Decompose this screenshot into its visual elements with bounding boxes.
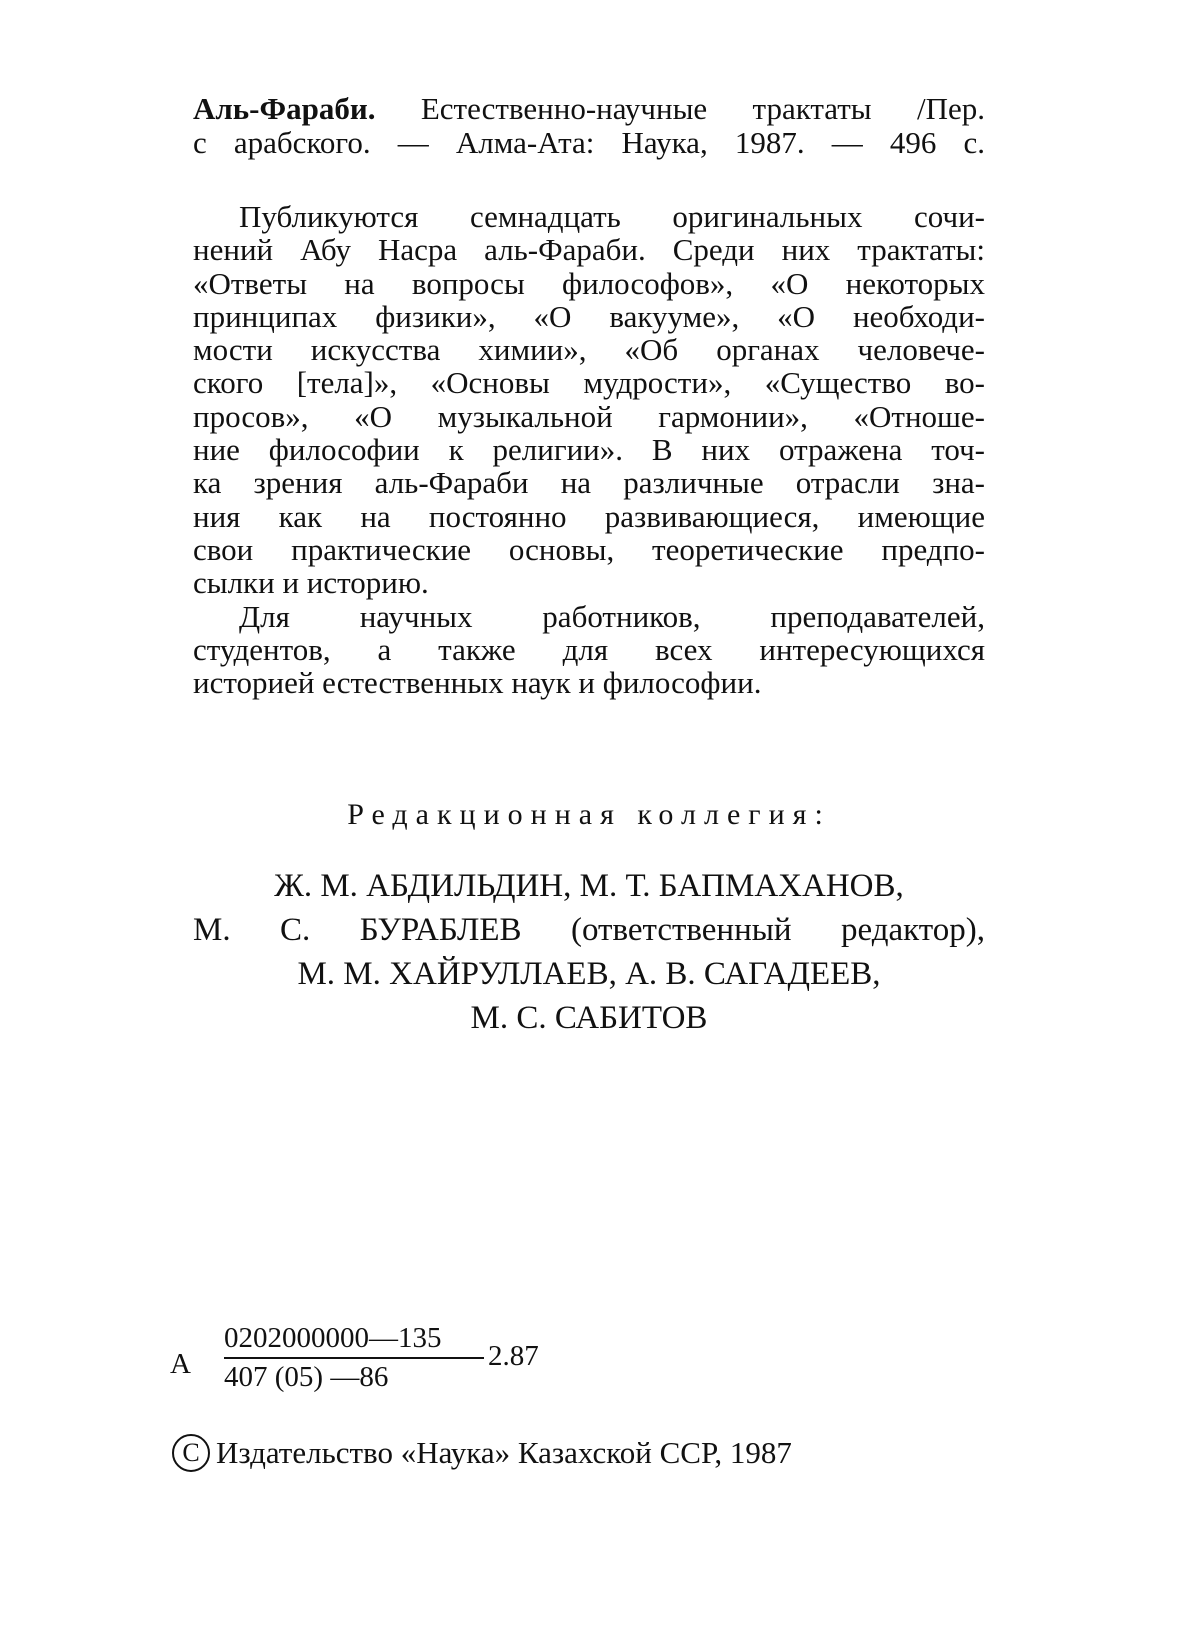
- abstract-line: ского [тела]», «Основы мудрости», «Существо во-: [193, 365, 985, 401]
- editorial-board-title: Редакционная коллегия:: [347, 798, 831, 831]
- abstract-paragraph-2: [193, 600, 985, 700]
- abstract-line: нений Абу Насра аль-Фараби. Среди них трактаты:: [193, 232, 985, 268]
- abstract-line: студентов, а также для всех интересующихся: [193, 631, 985, 667]
- copyright-line: [172, 1434, 792, 1472]
- abstract-line: сылки и историю.: [193, 565, 429, 601]
- bib-line-1: [193, 92, 985, 126]
- bib-line-2: с арабского. — Алма-Ата: Наука, 1987. — 496 с.: [193, 125, 985, 160]
- abstract-line: свои практические основы, теоретические предпо-: [193, 531, 985, 567]
- bibliographic-entry: [193, 92, 985, 160]
- abstract-line: ния как на постоянно развивающиеся, имеющие: [193, 498, 985, 534]
- board-line: Ж. М. АБДИЛЬДИН, М. Т. БАПМАХАНОВ,: [274, 868, 904, 904]
- copyright-icon: C: [172, 1434, 210, 1472]
- abstract-line: просов», «О музыкальной гармонии», «Отноше-: [193, 398, 985, 434]
- board-line: М. М. ХАЙРУЛЛАЕВ, А. В. САГАДЕЕВ,: [297, 956, 881, 992]
- editorial-board-members: [193, 864, 985, 1040]
- index-letter: А: [170, 1348, 191, 1380]
- abstract-line: принципах физики», «О вакууме», «О необходи-: [193, 298, 985, 334]
- index-fraction: [224, 1322, 484, 1394]
- index-price: 2.87: [488, 1340, 539, 1372]
- copyright-text: Издательство «Наука» Казахской ССР, 1987: [216, 1435, 792, 1470]
- abstract-line: ние философии к религии». В них отражена точ-: [193, 432, 985, 468]
- board-line: М. С. БУРАБЛЕВ (ответственный редактор),: [193, 912, 985, 948]
- bib-title: Естественно-научные трактаты /Пер.: [420, 91, 985, 126]
- abstract-line: Для научных работников, преподавателей,: [239, 598, 985, 634]
- abstract: [193, 200, 985, 699]
- bib-author: Аль-Фараби.: [193, 91, 376, 126]
- abstract-line: Публикуются семнадцать оригинальных сочи-: [239, 199, 985, 234]
- abstract-line: ка зрения аль-Фараби на различные отрасли зна-: [193, 465, 985, 501]
- board-line: М. С. САБИТОВ: [470, 1000, 708, 1036]
- abstract-line: мости искусства химии», «Об органах человече-: [193, 332, 985, 368]
- index-denominator: 407 (05) —86: [224, 1361, 389, 1393]
- abstract-line: историей естественных наук и философии.: [193, 665, 762, 701]
- index-numerator: 0202000000—135: [224, 1322, 484, 1359]
- abstract-line: «Ответы на вопросы философов», «О некоторых: [193, 265, 985, 301]
- abstract-paragraph-1: [193, 200, 985, 600]
